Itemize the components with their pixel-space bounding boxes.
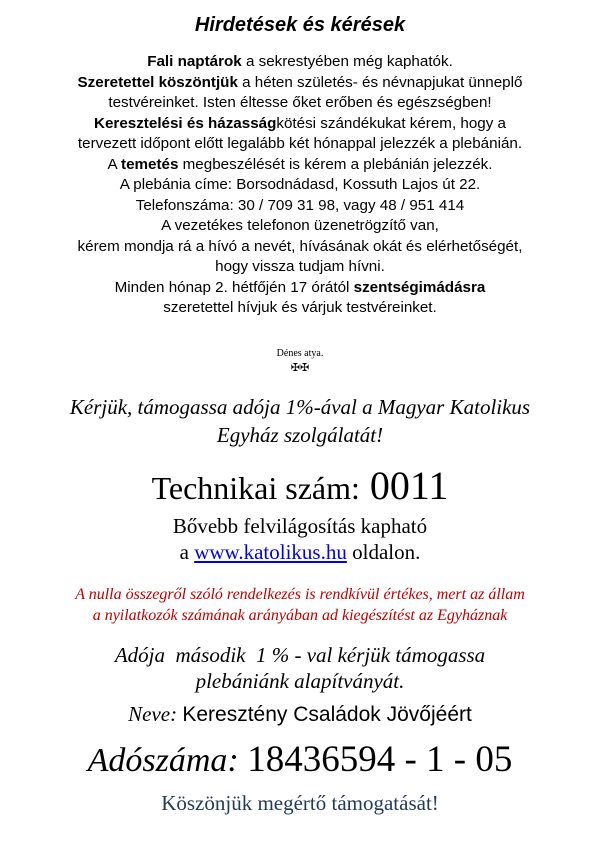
thanks-line: Köszönjük megértő támogatását! [161,791,439,815]
bold-phrase: Szeretettel köszöntjük [77,73,238,91]
bold-phrase: temetés [121,155,179,173]
announcement-funeral [0,155,600,176]
answering-machine-note-2: kérem mondja rá a hívó a nevét, hívásának okát és elérhetőségét, [77,237,523,255]
text-run: A [107,155,122,173]
announcement-baptism-cont: tervezett időpont előtt legalább két hónappal jelezzék a plebánián. [77,135,523,152]
tax-number-value: 18436594 - 1 - 05 [247,739,513,780]
announcement-greetings [0,73,600,94]
donation-plea [0,393,600,449]
page-title: Hirdetések és kérések [194,14,406,36]
red-note-line-2: a nyilatkozók számának arányában ad kiegészítést az Egyháznak [92,607,508,624]
bold-phrase: Fali naptárok [147,53,242,70]
text-run: megbeszélését is kérem a plebánián jelezzék. [178,155,493,173]
zero-amount-note [0,584,600,626]
second-percent-plea [0,642,600,694]
parish-address: A plebánia címe: Borsodnádasd, Kossuth Lajos út 22. [119,176,481,193]
plea-line-1: Kérjük, támogassa adója 1%-ával a Magyar Katolikus [69,395,531,419]
more-info-line-2 [0,539,600,565]
bold-phrase: Keresztelési és házasság [94,114,277,132]
answering-machine-note-3: hogy vissza tudjam hívni. [215,258,385,275]
text-run: a [179,540,195,564]
foundation-name-value: Keresztény Családok Jövőjéért [182,703,472,726]
answering-machine-note: A vezetékes telefonon üzenetrögzítő van, [161,217,439,234]
signature: Dénes atya. [276,348,324,359]
technical-number-value: 0011 [369,463,449,508]
adoration-invite [0,278,600,299]
tax-number-label: Adószáma: [87,742,248,779]
crosses-icon: ✠✠ [290,362,310,374]
technical-number [0,462,600,509]
more-info-line-1: Bővebb felvilágosítás kapható [172,514,428,538]
second-percent-line-1: Adója második 1 % - val kérjük támogassa [114,643,486,667]
bold-phrase: szentségimádásra [353,278,486,296]
red-note-line-1: A nulla összegről szóló rendelkezés is rendkívül értékes, mert az állam [75,586,525,603]
technical-number-label: Technikai szám: [151,470,360,506]
second-percent-line-2: plebániánk alapítványát. [195,669,405,693]
text-run: a héten születés- és névnapjukat ünneplő [237,73,523,91]
text-run: oldalon. [346,540,421,564]
adoration-invite-cont: szeretettel hívjuk és várjuk testvéreinket. [163,299,437,316]
foundation-tax-number [0,738,600,781]
text-run: Minden hónap 2. hétfőjén 17 órától [114,278,354,296]
katolikus-link[interactable]: www.katolikus.hu [194,540,347,564]
foundation-name-label: Neve: [128,702,183,726]
announcement-baptism [0,114,600,135]
text-run: kötési szándékukat kérem, hogy a [276,114,506,132]
foundation-name [0,702,600,727]
parish-phone: Telefonszáma: 30 / 709 31 98, vagy 48 / 951 414 [135,196,465,214]
more-info [0,513,600,565]
announcement-calendars [0,52,600,73]
plea-line-2: Egyház szolgálatát! [216,423,384,447]
text-run: a sekrestyében még kaphatók. [241,53,453,70]
announcement-greetings-cont: testvéreinket. Isten éltesse őket erőben és egészségben! [108,94,492,111]
announcements-block [0,52,600,319]
